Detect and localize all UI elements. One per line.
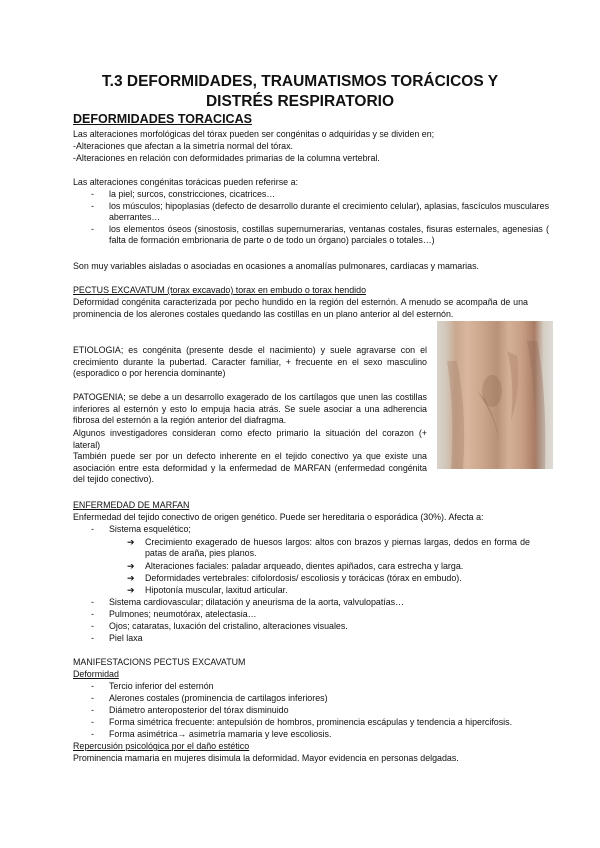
intro-line: -Alteraciones en relación con deformidades primarias de la columna vertebral. <box>73 153 380 163</box>
intro-line: Las alteraciones morfológicas del tórax pueden ser congénitas o adquiridas y se dividen en; <box>73 129 435 139</box>
arrow-bullet: ➔ <box>127 537 135 547</box>
pectus-pathogenesis: PATOGENIA; se debe a un desarrollo exagerado de los cartílagos que unen las costillas inferiores al esternón y esto lo empuja hacia atrás. Se suele asociar a una adherencia fibrosa del esternón a la región anterior del diafragma. <box>73 392 427 425</box>
dash-bullet: - <box>91 681 94 691</box>
dash-bullet: - <box>91 189 94 199</box>
manifest-item: Alerones costales (prominencia de cartilagos inferiores) <box>109 693 328 703</box>
arrow-bullet: ➔ <box>127 585 135 595</box>
psych-text: Prominencia mamaria en mujeres disimula la deformidad. Mayor evidencia en personas delgadas. <box>73 753 459 763</box>
marfan-skeletal-item: Crecimiento exagerado de huesos largos: altos con brazos y piernas largas, dedos en forma de patas de araña, pies planos. <box>145 537 530 558</box>
marfan-item: Piel laxa <box>109 633 143 643</box>
marfan-skeletal: Sistema esquelético; <box>109 524 191 534</box>
pectus-etiology: ETIOLOGIA; es congénita (presente desde el nacimiento) y suele agravarse con el crecimiento durante la pubertad. Caracter familiar, + frecuente en el sexo masculino (esporadico o por herencia dominante) <box>73 345 427 378</box>
pectus-heading: PECTUS EXCAVATUM (torax excavado) torax en embudo o torax hendido <box>73 285 367 295</box>
marfan-item: Sistema cardiovascular; dilatación y aneurisma de la aorta, valvulopatías… <box>109 597 404 607</box>
marfan-item: Ojos; cataratas, luxación del cristalino, alteraciones visuales. <box>109 621 348 631</box>
variability-note: Son muy variables aisladas o asociadas en ocasiones a anomalías pulmonares, cardiacas y mamarias. <box>73 261 479 271</box>
arrow-bullet: ➔ <box>127 573 135 583</box>
dash-bullet: - <box>91 224 94 234</box>
manifest-item: Tercio inferior del esternón <box>109 681 214 691</box>
dash-bullet: - <box>91 621 94 631</box>
dash-bullet: - <box>91 597 94 607</box>
manifest-item: Forma asimétrica→ asimetría mamaria y leve escoliosis. <box>109 729 332 739</box>
pectus-excavatum-photo <box>437 321 553 469</box>
psych-heading: Repercusión psicológica por el daño estético <box>73 741 250 751</box>
marfan-skeletal-item: Alteraciones faciales: paladar arqueado, dientes apiñados, cara estrecha y larga. <box>145 561 464 571</box>
marfan-heading: ENFERMEDAD DE MARFAN <box>73 500 190 510</box>
manifest-item: Forma simétrica frecuente: antepulsión de hombros, prominencia escápulas y tendencia a hipercifosis. <box>109 717 513 727</box>
dash-bullet: - <box>91 729 94 739</box>
pectus-definition: Deformidad congénita caracterizada por pecho hundido en la región del esternón. A menudo se acompaña de una prominencia de los alerones costales quedando las costillas en un plano anterior al del esternón. <box>73 297 528 319</box>
congenital-item: los músculos; hipoplasias (defecto de desarrollo durante el crecimiento celular), aplasias, fascículos musculares aberrantes… <box>109 201 550 222</box>
pectus-pathogenesis: También puede ser por un defecto inherente en el tejido conectivo ya que existe una asociación entre esta deformidad y la enfermedad de MARFAN (enfermedad congénita del tejido conectivo). <box>73 451 427 484</box>
marfan-skeletal-item: Deformidades vertebrales: cifolordosis/ escoliosis y torácicas (tórax en embudo). <box>145 573 462 583</box>
marfan-skeletal-item: Hipotonía muscular, laxitud articular. <box>145 585 288 595</box>
arrow-bullet: ➔ <box>127 561 135 571</box>
title-line-2: DISTRÉS RESPIRATORIO <box>205 93 395 110</box>
section-heading: DEFORMIDADES TORACICAS <box>73 112 252 126</box>
torso-shading <box>437 321 553 469</box>
dash-bullet: - <box>91 705 94 715</box>
title-line-1: T.3 DEFORMIDADES, TRAUMATISMOS TORÁCICOS Y <box>101 73 499 90</box>
dash-bullet: - <box>91 633 94 643</box>
dash-bullet: - <box>91 693 94 703</box>
dash-bullet: - <box>91 609 94 619</box>
manifest-heading: MANIFESTACIONS PECTUS EXCAVATUM <box>73 657 246 667</box>
dash-bullet: - <box>91 717 94 727</box>
dash-bullet: - <box>91 201 94 211</box>
congenital-item: la piel; surcos, constricciones, cicatrices… <box>109 189 276 199</box>
congenital-item: los elementos óseos (sinostosis, costillas supernumerarias, ventanas costales, fisuras esternales, agenesias ( falta de formación embrionaria de parte o de todo un órgano) parciales o totales…) <box>109 224 549 245</box>
marfan-item: Pulmones; neumotórax, atelectasia… <box>109 609 257 619</box>
marfan-intro: Enfermedad del tejido conectivo de origen genético. Puede ser hereditaria o esporádica (30%). Afecta a: <box>73 512 484 522</box>
intro-line: -Alteraciones que afectan a la simetría normal del tórax. <box>73 141 294 151</box>
manifest-item: Diámetro anteroposterior del tórax disminuido <box>109 705 289 715</box>
congenital-intro: Las alteraciones congénitas torácicas pueden referirse a: <box>73 177 298 187</box>
pectus-pathogenesis: Algunos investigadores consideran como efecto primario la situación del corazon (+ lateral) <box>73 428 427 450</box>
manifest-subheading: Deformidad <box>73 669 119 679</box>
document-title <box>40 72 560 112</box>
dash-bullet: - <box>91 524 94 534</box>
